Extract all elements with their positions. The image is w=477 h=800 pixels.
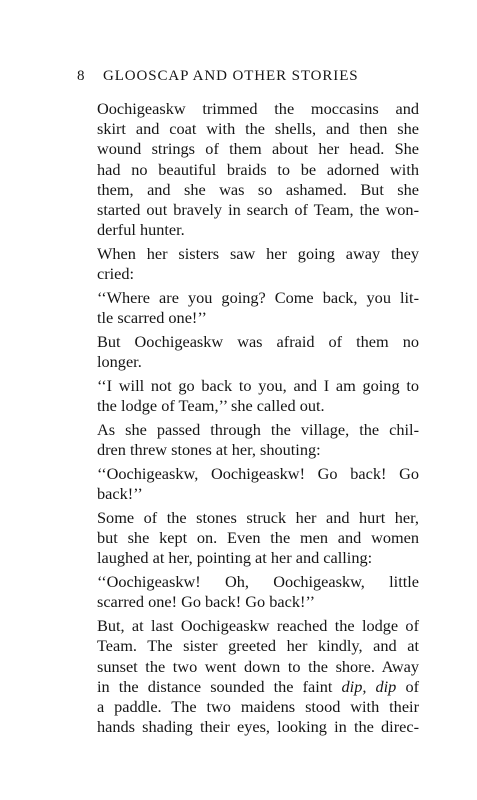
text-line: dren threw stones at her, shouting: — [97, 440, 321, 460]
text-line: hands shading their eyes, looking in the direc- — [97, 717, 419, 737]
text-line: ‘‘Oochigeaskw! Oh, Oochigeaskw, little — [97, 572, 419, 592]
paragraph — [79, 508, 419, 569]
paragraph — [79, 376, 419, 416]
text-line: the lodge of Team,’’ she called out. — [97, 396, 325, 416]
text-fragment: of — [405, 676, 419, 696]
text-line: laughed at her, pointing at her and calling: — [97, 548, 373, 568]
text-line: cried: — [97, 264, 135, 284]
running-title: GLOOSCAP AND OTHER STORIES — [103, 68, 359, 84]
text-line: But, at last Oochigeaskw reached the lodge of — [97, 616, 419, 636]
paragraph — [79, 332, 419, 372]
text-line: had no beautiful braids to be adorned with — [97, 159, 419, 179]
paragraph — [79, 420, 419, 460]
text-line: sunset the two went down to the shore. Away — [97, 656, 419, 676]
text-line: ‘‘Oochigeaskw, Oochigeaskw! Go back! Go — [97, 464, 419, 484]
text-line: back!’’ — [97, 484, 143, 504]
paragraph — [79, 572, 419, 612]
text-line: longer. — [97, 352, 142, 372]
text-line: a paddle. The two maidens stood with their — [97, 697, 419, 717]
text-line-with-italic — [79, 677, 419, 697]
text-line: ‘‘I will not go back to you, and I am going to — [97, 376, 419, 396]
text-line: But Oochigeaskw was afraid of them no — [97, 332, 419, 352]
page-number: 8 — [77, 68, 86, 84]
page-header — [77, 68, 422, 90]
text-line: ‘‘Where are you going? Come back, you lit- — [97, 288, 419, 308]
text-line: skirt and coat with the shells, and then she — [97, 119, 419, 139]
text-line: When her sisters saw her going away they — [97, 244, 419, 264]
text-line: tle scarred one!’’ — [97, 308, 207, 328]
text-line: As she passed through the village, the chil- — [97, 420, 419, 440]
text-line: wound strings of them about her head. She — [97, 139, 419, 159]
text-fragment: in the distance sounded the faint — [97, 676, 333, 696]
text-line: derful hunter. — [97, 220, 185, 240]
text-line: started out bravely in search of Team, the won- — [97, 200, 419, 220]
paragraph — [79, 616, 419, 737]
text-line: Some of the stones struck her and hurt her, — [97, 508, 419, 528]
text-line: scarred one! Go back! Go back!’’ — [97, 592, 316, 612]
text-line: Oochigeaskw trimmed the moccasins and — [97, 99, 419, 118]
paragraph — [79, 464, 419, 504]
body-text — [79, 99, 419, 741]
paragraph — [79, 99, 419, 240]
paragraph — [79, 244, 419, 284]
text-line: but she kept on. Even the men and women — [97, 528, 419, 548]
text-line: them, and she was so ashamed. But she — [97, 179, 419, 199]
italic-phrase: dip, dip — [341, 676, 397, 696]
text-line: Team. The sister greeted her kindly, and at — [97, 636, 419, 656]
paragraph — [79, 288, 419, 328]
